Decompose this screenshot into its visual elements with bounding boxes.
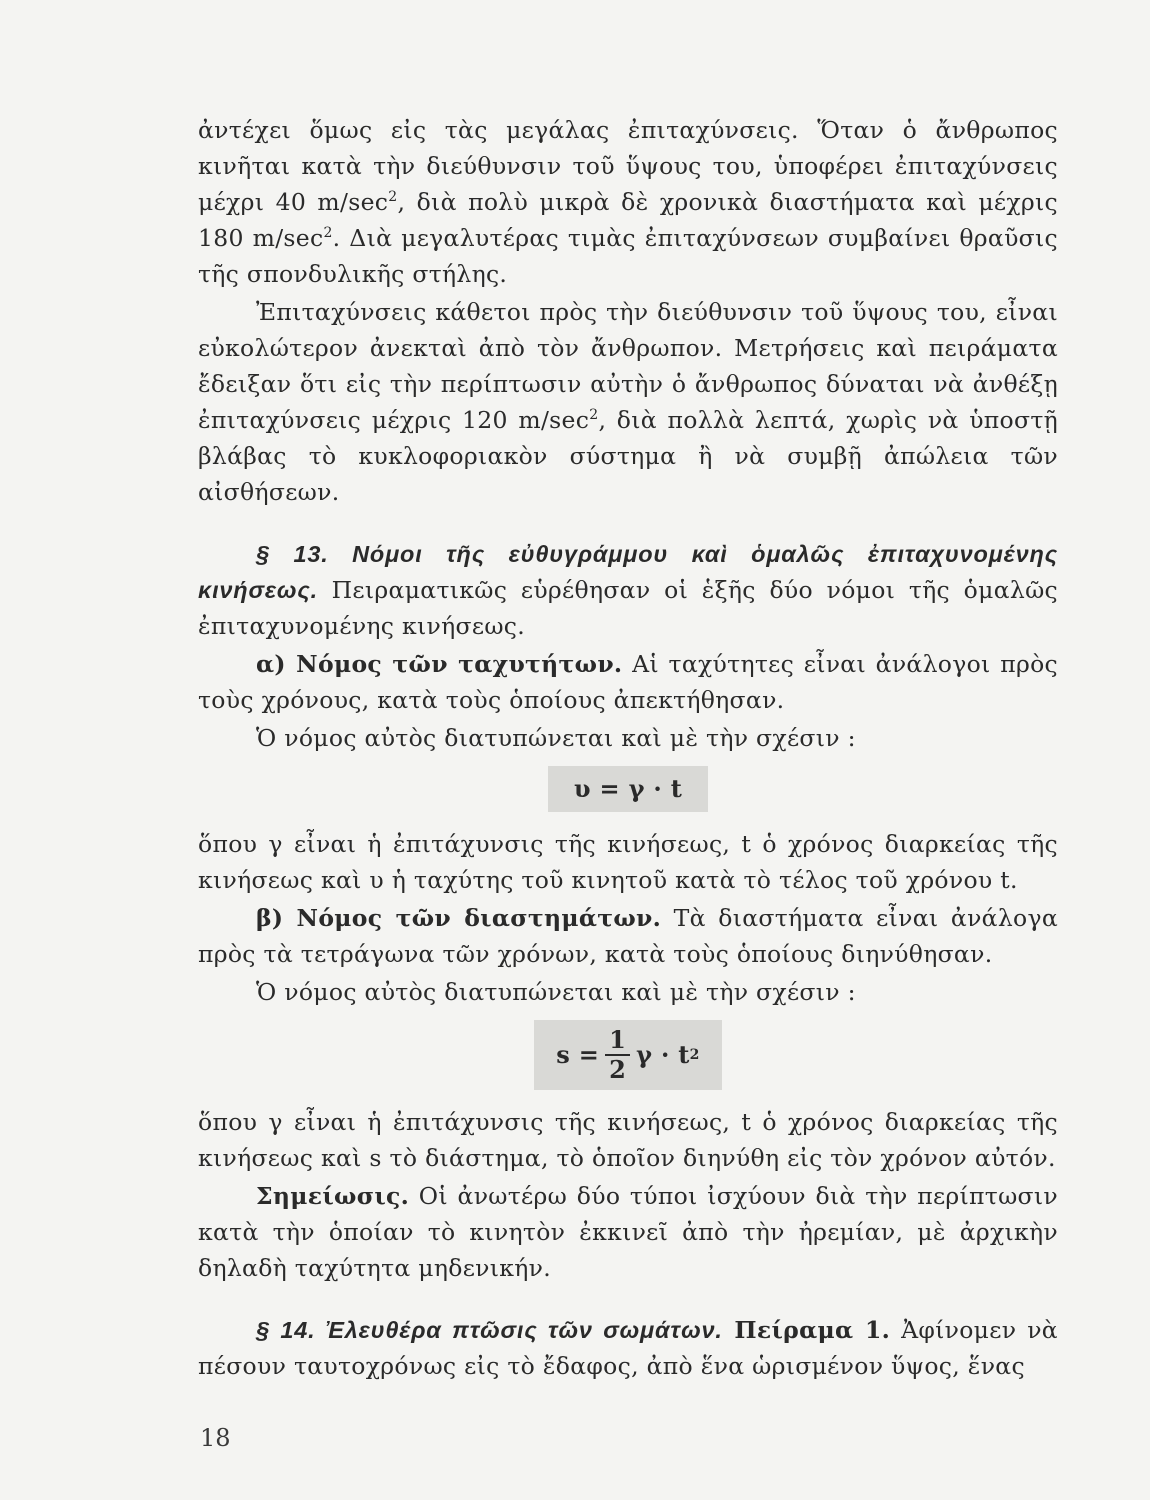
formula-velocity: υ = γ · t — [548, 766, 708, 812]
paragraph-accelerations-vertical: ἀντέχει ὅμως εἰς τὰς μεγάλας ἐπιταχύνσεις. Ὅταν ὁ ἄνθρωπος κινῆται κατὰ τὴν διεύθυνσιν τοῦ ὕψους του, ὑποφέρει ἐπιταχύνσεις μέχρι 40 $m/\sec^2$, διὰ πολὺ μικρὰ δὲ χρονικὰ διαστήματα καὶ μέχρις 180 $m/\sec^2$. Διὰ μεγαλυτέρας τιμὰς ἐπιταχύνσεων συμβαίνει θραῦσις τῆς σπονδυλικῆς στήλης. — [198, 116, 1058, 288]
law-b-relation: Ὁ νόμος αὐτὸς διατυπώνεται καὶ μὲ τὴν σχέσιν : — [256, 978, 856, 1006]
section-13-heading: § 13. Νόμοι τῆς εὐθυγράμμου καὶ ὁμαλῶς ἐπιταχυνομένης κινήσεως. — [198, 541, 1058, 603]
law-b-label: β) Νόμος τῶν διαστημάτων. — [256, 904, 662, 932]
law-a-label: α) Νόμος τῶν ταχυτήτων. — [256, 650, 623, 678]
formula-distance: s = $\frac{1}{2}$ γ · t 2 — [534, 1020, 721, 1090]
formula-velocity-row — [198, 766, 1058, 812]
formula-fraction: $\frac{1}{2}$ — [605, 1026, 630, 1084]
law-b-explanation: ὅπου γ εἶναι ἡ ἐπιτάχυνσις τῆς κινήσεως, t ὁ χρόνος διαρκείας τῆς κινήσεως καὶ s τὸ διάστημα, τὸ ὁποῖον διηνύθη εἰς τὸν χρόνον αὐτόν. — [198, 1108, 1058, 1172]
formula-distance-row — [198, 1020, 1058, 1090]
law-a-explanation: ὅπου γ εἶναι ἡ ἐπιτάχυνσις τῆς κινήσεως, t ὁ χρόνος διαρκείας τῆς κινήσεως καὶ υ ἡ ταχύτης τοῦ κινητοῦ κατὰ τὸ τέλος τοῦ χρόνου t. — [198, 830, 1058, 894]
section-13-intro: Πειραματικῶς εὑρέθησαν οἱ ἑξῆς δύο νόμοι τῆς ὁμαλῶς ἐπιταχυνομένης κινήσεως. — [198, 576, 1058, 640]
law-of-velocities: α) Νόμος τῶν ταχυτήτων. Αἱ ταχύτητες εἶναι ἀνάλογοι πρὸς τοὺς χρόνους, κατὰ τοὺς ὁποίους ἀπεκτήθησαν. — [198, 650, 1058, 714]
section-14-heading: § 14. Ἐλευθέρα πτῶσις τῶν σωμάτων. — [256, 1317, 723, 1343]
paragraph-accelerations-perpendicular: Ἐπιταχύνσεις κάθετοι πρὸς τὴν διεύθυνσιν τοῦ ὕψους του, εἶναι εὐκολώτερον ἀνεκταὶ ἀπὸ τὸν ἄνθρωπον. Μετρήσεις καὶ πειράματα ἔδειξαν ὅτι εἰς τὴν περίπτωσιν αὐτὴν ὁ ἄνθρωπος δύναται νὰ ἀνθέξῃ ἐπιταχύνσεις μέχρις 120 $m/\sec^2$, διὰ πολλὰ λεπτά, χωρὶς νὰ ὑποστῇ βλάβας τὸ κυκλοφοριακὸν σύστημα ἢ νὰ συμβῇ ἀπώλεια τῶν αἰσθήσεων. — [198, 298, 1059, 506]
page-number: 18 — [200, 1424, 231, 1452]
law-of-distances: β) Νόμος τῶν διαστημάτων. Τὰ διαστήματα εἶναι ἀνάλογα πρὸς τὰ τετράγωνα τῶν χρόνων, κατὰ τοὺς ὁποίους διηνύθησαν. — [198, 904, 1058, 968]
section-13 — [198, 536, 1058, 644]
note-label: Σημείωσις. — [256, 1182, 410, 1210]
page-body — [198, 112, 1058, 1384]
section-14: § 14. Ἐλευθέρα πτῶσις τῶν σωμάτων. Πείραμα 1. Ἀφίνομεν νὰ πέσουν ταυτοχρόνως εἰς τὸ ἔδαφος, ἀπὸ ἕνα ὡρισμένον ὕψος, ἕνας — [198, 1316, 1058, 1380]
law-a-relation: Ὁ νόμος αὐτὸς διατυπώνεται καὶ μὲ τὴν σχέσιν : — [256, 724, 856, 752]
experiment-label: Πείραμα 1. — [722, 1316, 891, 1344]
note-paragraph: Σημείωσις. Οἱ ἀνωτέρω δύο τύποι ἰσχύουν διὰ τὴν περίπτωσιν κατὰ τὴν ὁποίαν τὸ κινητὸν ἐκκινεῖ ἀπὸ τὴν ἠρεμίαν, μὲ ἀρχικὴν δηλαδὴ ταχύτητα μηδενικήν. — [198, 1182, 1058, 1282]
